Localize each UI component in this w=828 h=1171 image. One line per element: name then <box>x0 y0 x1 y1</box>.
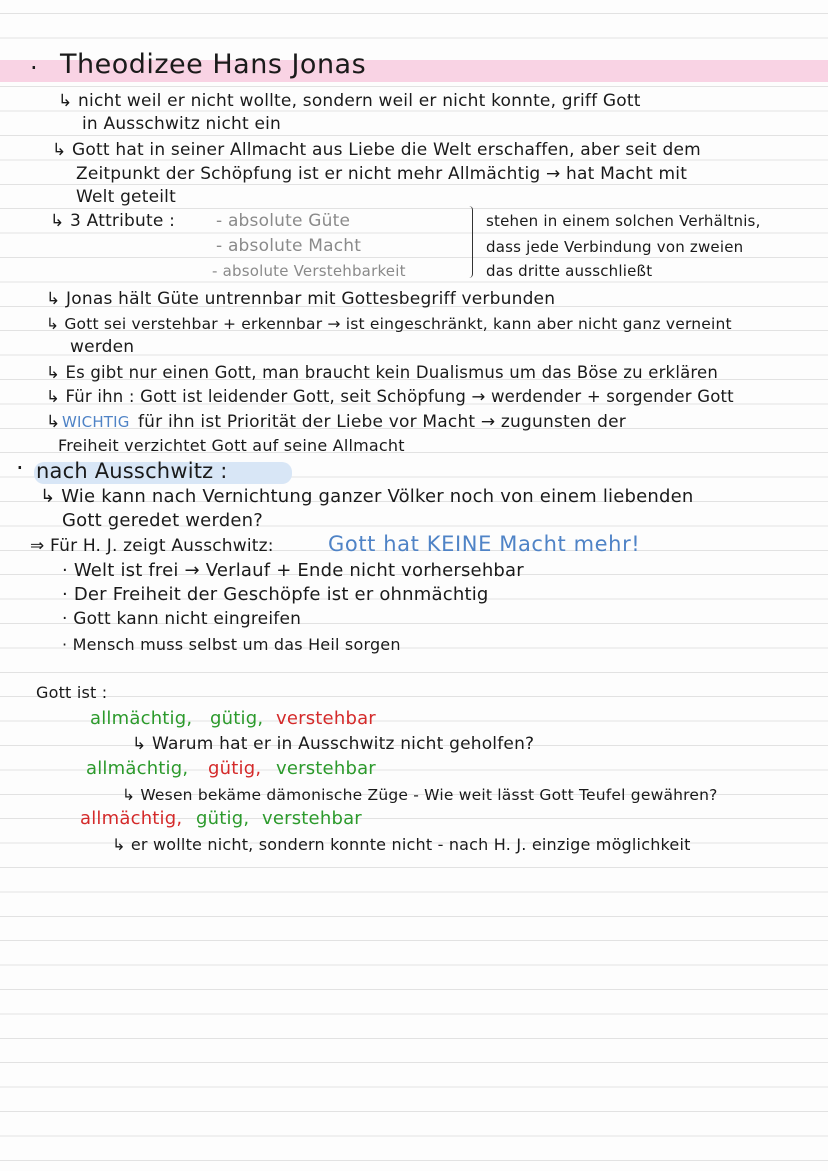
note-arrow: ↳ <box>46 412 61 432</box>
attribute-almighty: allmächtig, <box>90 708 193 729</box>
attribute-good: gütig, <box>210 708 264 729</box>
note-line: ↳ er wollte nicht, sondern konnte nicht - nach H. J. einzige möglichkeit <box>112 835 691 854</box>
note-line: ↳ Gott hat in seiner Allmacht aus Liebe die Welt erschaffen, aber seit dem <box>52 140 701 160</box>
attribute-understandable: verstehbar <box>262 808 362 829</box>
list-item: · Mensch muss selbst um das Heil sorgen <box>62 635 401 654</box>
note-line: Gott ist : <box>36 683 108 702</box>
attribute-good: gütig, <box>196 808 250 829</box>
note-line: ↳ Jonas hält Güte untrennbar mit Gottesbegriff verbunden <box>46 289 556 309</box>
section-heading: nach Ausschwitz : <box>36 459 228 483</box>
attribute-understandable: verstehbar <box>276 758 376 779</box>
list-item: · Gott kann nicht eingreifen <box>62 609 302 629</box>
brace <box>466 206 473 278</box>
attribute-item: - absolute Güte <box>216 211 351 231</box>
brace-note: stehen in einem solchen Verhältnis, <box>486 212 761 230</box>
emphasis-label: WICHTIG <box>62 413 130 431</box>
key-statement: Gott hat KEINE Macht mehr! <box>328 532 641 556</box>
attribute-understandable: verstehbar <box>276 708 376 729</box>
note-line: Gott geredet werden? <box>62 510 263 531</box>
note-line: für ihn ist Priorität der Liebe vor Macht → zugunsten der <box>138 412 626 432</box>
note-line: ↳ Wie kann nach Vernichtung ganzer Völker noch von einem liebenden <box>40 486 694 507</box>
page-title: Theodizee Hans Jonas <box>60 49 367 80</box>
note-line: Freiheit verzichtet Gott auf seine Allmacht <box>58 436 405 455</box>
note-line: ↳ Wesen bekäme dämonische Züge - Wie weit lässt Gott Teufel gewähren? <box>122 786 718 804</box>
note-line: ↳ Es gibt nur einen Gott, man braucht kein Dualismus um das Böse zu erklären <box>46 363 719 382</box>
note-line: werden <box>70 337 135 357</box>
note-line: Welt geteilt <box>76 187 176 207</box>
note-line: ↳ 3 Attribute : <box>50 211 176 231</box>
bullet-dot: · <box>30 54 38 82</box>
list-item: · Welt ist frei → Verlauf + Ende nicht vorhersehbar <box>62 560 524 581</box>
attribute-item: - absolute Verstehbarkeit <box>212 262 406 280</box>
attribute-good: gütig, <box>208 758 262 779</box>
note-line: ↳ Für ihn : Gott ist leidender Gott, seit Schöpfung → werdender + sorgender Gott <box>46 387 734 406</box>
note-line: Zeitpunkt der Schöpfung ist er nicht mehr Allmächtig → hat Macht mit <box>76 164 688 184</box>
note-line: ↳ Gott sei verstehbar + erkennbar → ist eingeschränkt, kann aber nicht ganz verneint <box>46 315 732 333</box>
attribute-almighty: allmächtig, <box>80 808 183 829</box>
attribute-item: - absolute Macht <box>216 236 362 256</box>
note-line: in Ausschwitz nicht ein <box>82 114 282 134</box>
brace-note: das dritte ausschließt <box>486 262 653 280</box>
attribute-almighty: allmächtig, <box>86 758 189 779</box>
note-line: ↳ Warum hat er in Ausschwitz nicht geholfen? <box>132 734 535 754</box>
brace-note: dass jede Verbindung von zweien <box>486 238 744 256</box>
bullet-dot: · <box>16 454 24 482</box>
note-line: ⇒ Für H. J. zeigt Ausschwitz: <box>30 536 274 556</box>
note-line: ↳ nicht weil er nicht wollte, sondern weil er nicht konnte, griff Gott <box>58 91 641 111</box>
list-item: · Der Freiheit der Geschöpfe ist er ohnmächtig <box>62 584 489 605</box>
